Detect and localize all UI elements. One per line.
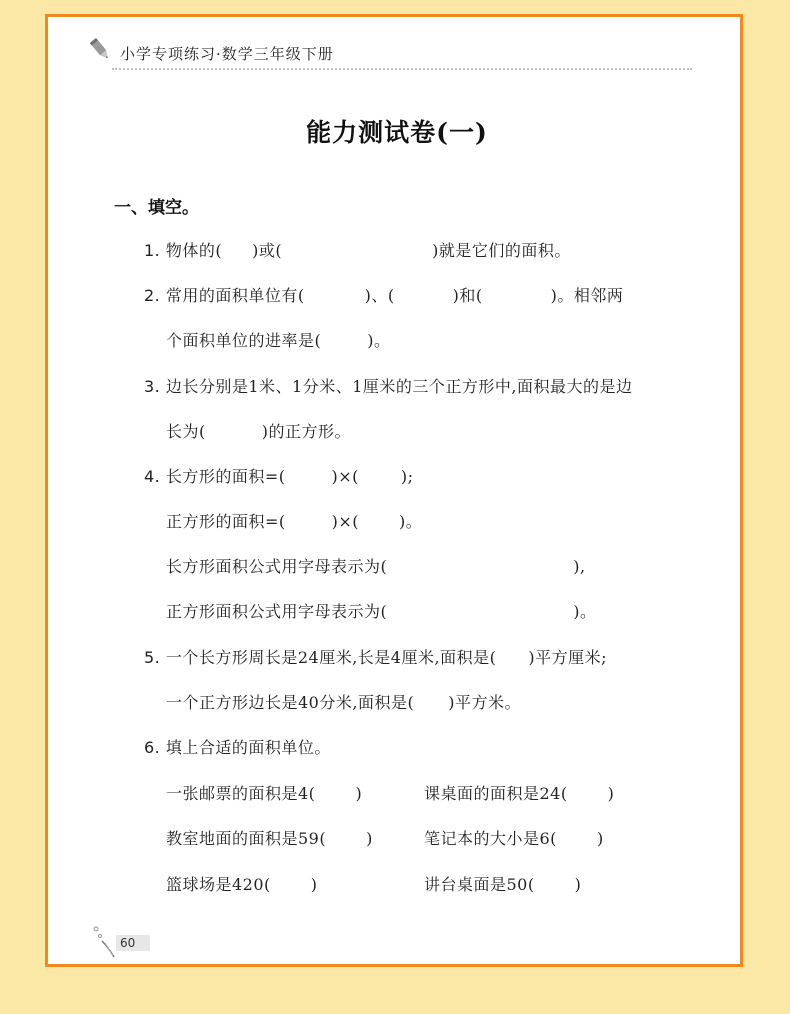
question-text: 个面积单位的进率是( <box>166 331 322 350</box>
question-number: 1. <box>144 241 161 260</box>
question-text: 长方形的面积=( <box>165 467 286 486</box>
question-text: 边长分别是1米、1分米、1厘米的三个正方形中,面积最大的是边 <box>165 377 633 396</box>
question-number: 5. <box>144 648 161 667</box>
question-4-line-4 <box>166 599 597 622</box>
question-text: 正方形的面积=( <box>166 512 286 531</box>
question-text: 长方形面积公式用字母表示为( <box>166 557 388 576</box>
question-text: 常用的面积单位有( <box>165 286 305 305</box>
question-text: )平方米。 <box>448 693 521 712</box>
unit-item <box>424 826 604 849</box>
question-text: ); <box>400 467 414 486</box>
header-title: 小学专项练习·数学三年级下册 <box>120 45 334 63</box>
pencil-icon <box>88 35 112 63</box>
header-divider <box>112 68 692 70</box>
quill-decoration-icon <box>92 923 116 959</box>
question-text: 一个正方形边长是40分米,面积是( <box>166 693 415 712</box>
item-text: 篮球场是420( <box>166 875 271 894</box>
unit-item <box>166 781 362 804</box>
question-number: 3. <box>144 377 161 396</box>
question-text: )×( <box>331 467 359 486</box>
item-text: 笔记本的大小是6( <box>424 829 557 848</box>
question-text: )和( <box>452 286 483 305</box>
item-text: ) <box>596 829 604 848</box>
question-4-line-2 <box>166 509 422 532</box>
question-text: )的正方形。 <box>261 422 351 441</box>
question-1 <box>144 238 571 261</box>
question-text: )或( <box>252 241 283 260</box>
item-text: 一张邮票的面积是4( <box>166 784 316 803</box>
item-text: ) <box>366 829 373 848</box>
question-number: 2. <box>144 286 161 305</box>
question-number: 6. <box>144 738 161 757</box>
unit-item <box>424 781 614 804</box>
question-5 <box>144 645 607 668</box>
page-number: 60 <box>116 935 150 951</box>
question-text: )就是它们的面积。 <box>432 241 571 260</box>
item-text: ) <box>310 875 318 894</box>
question-text: )×( <box>331 512 360 531</box>
question-number: 4. <box>144 467 161 486</box>
question-4 <box>144 464 414 487</box>
question-text: )。 <box>573 602 597 621</box>
question-text: )、( <box>364 286 395 305</box>
question-5-continued <box>166 690 521 713</box>
item-text: ) <box>355 784 363 803</box>
section-heading: 一、填空。 <box>114 198 199 218</box>
question-text: )。相邻两 <box>550 286 624 305</box>
question-text: 长为( <box>166 422 206 441</box>
question-2-continued <box>166 328 391 351</box>
item-text: 课桌面的面积是24( <box>424 784 568 803</box>
question-text: )。 <box>399 512 423 531</box>
item-text: ) <box>607 784 615 803</box>
unit-item <box>166 872 318 895</box>
question-3-continued <box>166 419 351 442</box>
question-text: 正方形面积公式用字母表示为( <box>166 602 388 621</box>
question-text: 物体的( <box>165 241 223 260</box>
item-text: 讲台桌面是50( <box>424 875 535 894</box>
question-6 <box>144 735 331 758</box>
unit-item <box>166 826 373 849</box>
question-3 <box>144 374 633 397</box>
worksheet-page <box>45 14 743 967</box>
question-text: ), <box>573 557 586 576</box>
question-text: )。 <box>367 331 391 350</box>
item-text: 教室地面的面积是59( <box>166 829 327 848</box>
question-4-line-3 <box>166 554 586 577</box>
item-text: ) <box>574 875 582 894</box>
page-header <box>88 35 692 71</box>
question-text: 一个长方形周长是24厘米,长是4厘米,面积是( <box>165 648 497 667</box>
page-title: 能力测试卷(一) <box>306 118 488 147</box>
question-2 <box>144 283 623 306</box>
question-text: )平方厘米; <box>528 648 607 667</box>
question-text: 填上合适的面积单位。 <box>165 738 331 757</box>
unit-item <box>424 872 581 895</box>
